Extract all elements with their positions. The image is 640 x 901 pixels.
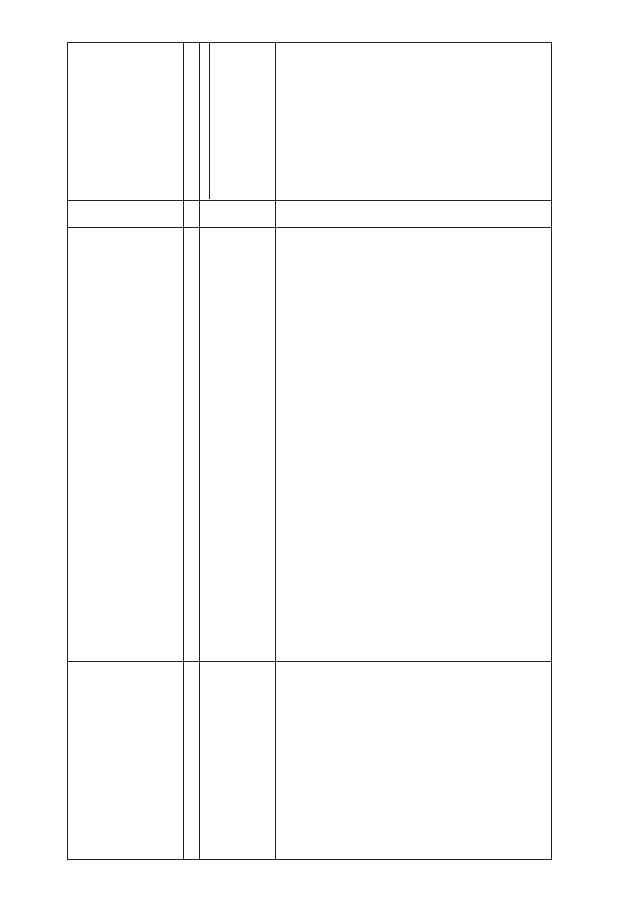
row-separator-total: [68, 227, 551, 228]
document-table: [67, 42, 552, 860]
col-separator-2b: [209, 43, 210, 199]
row-separator-bottom-area: [68, 661, 551, 662]
col-separator-2: [199, 43, 200, 859]
col-separator-3: [275, 43, 276, 859]
col-separator-1: [183, 43, 184, 859]
row-separator-top: [68, 200, 551, 201]
